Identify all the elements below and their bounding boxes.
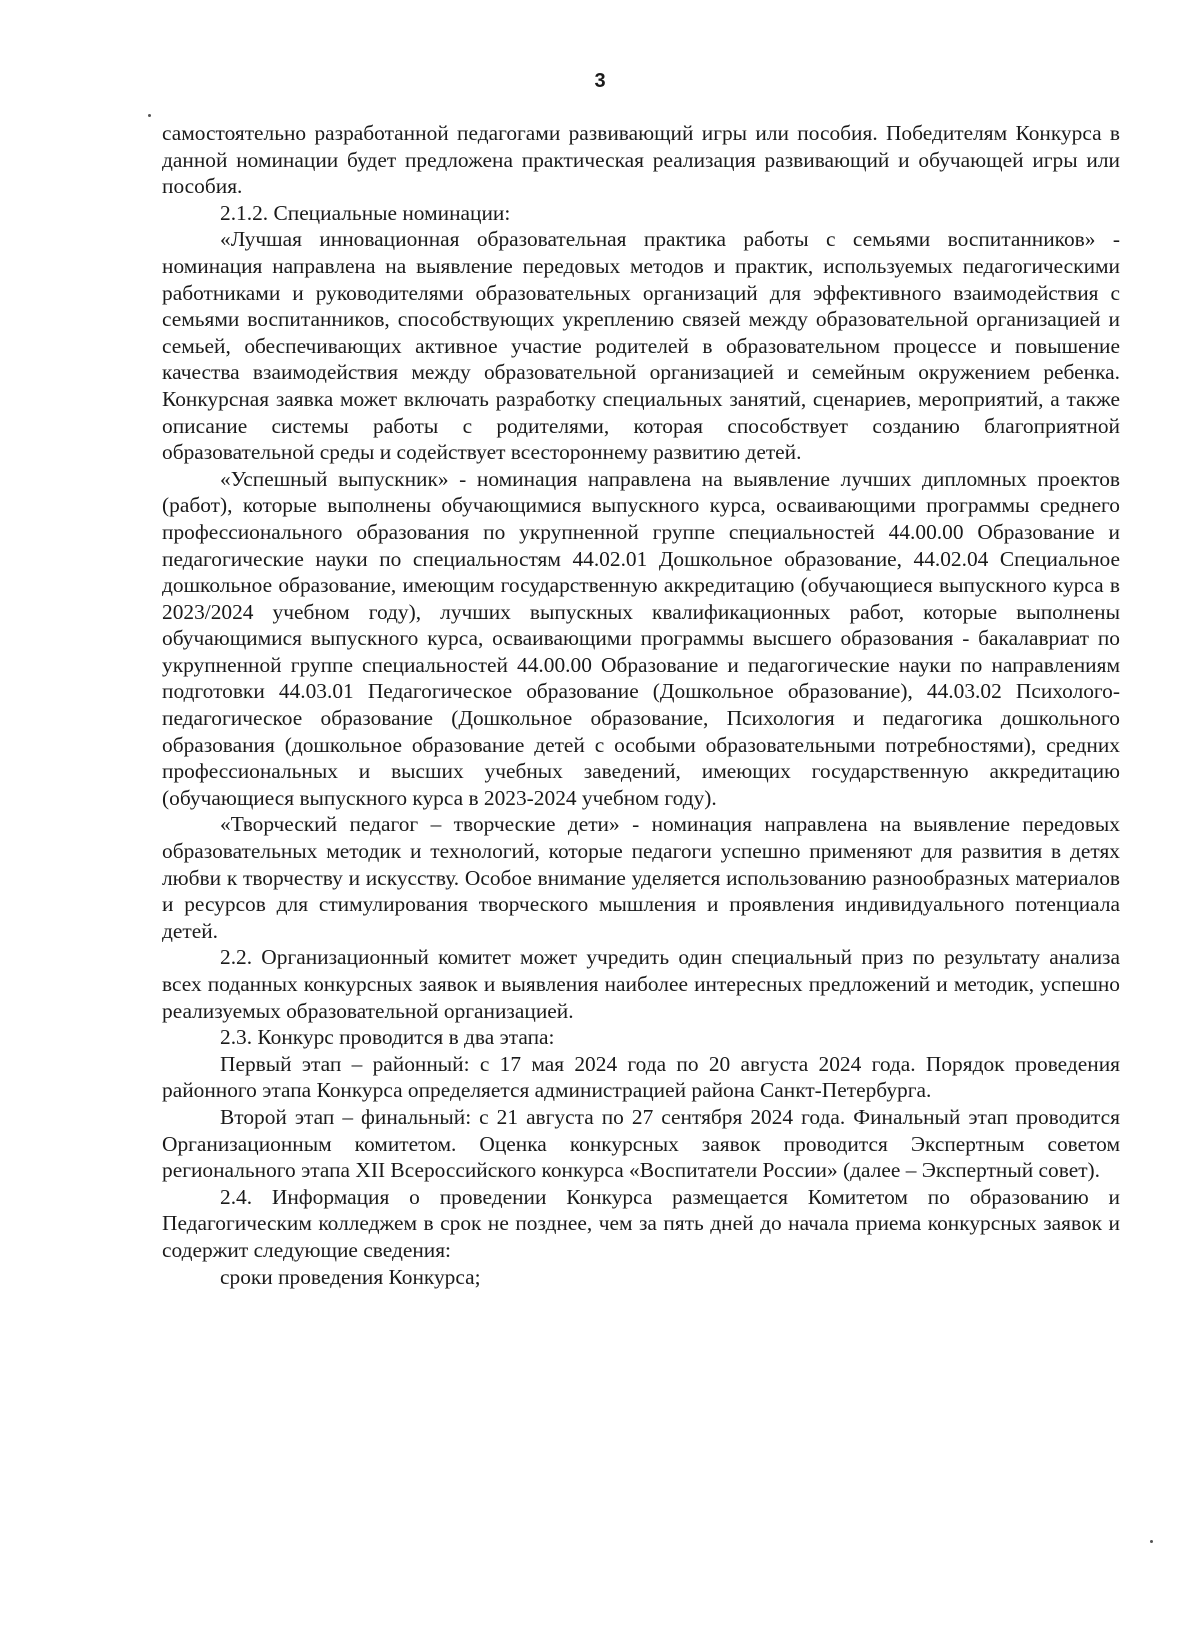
page-number: 3 <box>594 70 606 92</box>
paragraph-continuation: самостоятельно разработанной педагогами развивающий игры или пособия. Победителям Конкурса в данной номинации будет предложена практическая реализация развивающий и обучающей игры или пособия. <box>162 121 1120 199</box>
paragraph-nomination-family-practice: «Лучшая инновационная образовательная практика работы с семьями воспитанников» - номинация направлена на выявление передовых методов и практик, используемых педагогическими работниками и руководителями образовательных организаций для эффективного взаимодействия с семьями воспитанников, способствующих укреплению связей между образовательной организацией и семьей, обеспечивающих активное участие родителей в образовательном процессе и повышение качества взаимодействия между образовательной организацией и семейным окружением ребенка. Конкурсная заявка может включать разработку специальных занятий, сценариев, мероприятий, а также описание системы работы с родителями, которая способствует созданию благоприятной образовательной среды и содействует всестороннему развитию детей. <box>162 227 1120 465</box>
paragraph-first-stage: Первый этап – районный: с 17 мая 2024 года по 20 августа 2024 года. Порядок проведения районного этапа Конкурса определяется администрацией района Санкт-Петербурга. <box>162 1051 1120 1103</box>
paragraph-nomination-creative-teacher: «Творческий педагог – творческие дети» - номинация направлена на выявление передовых образовательных методик и технологий, которые педагоги успешно применяют для развития в детях любви к творчеству и искусству. Особое внимание уделяется использованию разнообразных материалов и ресурсов для стимулирования творческого мышления и проявления индивидуального потенциала детей. <box>162 812 1120 943</box>
paragraph-2-3-stages: 2.3. Конкурс проводится в два этапа: <box>220 1025 555 1050</box>
paragraph-list-item-dates: сроки проведения Конкурса; <box>220 1264 481 1289</box>
scan-speck <box>1150 1540 1153 1543</box>
paragraph-2-4-information: 2.4. Информация о проведении Конкурса размещается Комитетом по образованию и Педагогическим колледжем в срок не позднее, чем за пять дней до начала приема конкурсных заявок и содержит следующие сведения: <box>162 1184 1120 1262</box>
document-body <box>162 120 1120 1290</box>
paragraph-2-2-special-prize: 2.2. Организационный комитет может учредить один специальный приз по результату анализа всех поданных конкурсных заявок и выявления наиболее интересных предложений и методик, успешно реализуемых образовательной организацией. <box>162 945 1120 1023</box>
section-heading-2-1-2: 2.1.2. Специальные номинации: <box>220 200 511 225</box>
paragraph-nomination-graduate: «Успешный выпускник» - номинация направлена на выявление лучших дипломных проектов (работ), которые выполнены обучающимися выпускного курса, осваивающими программы среднего профессионального образования по укрупненной группе специальностей 44.00.00 Образование и педагогические науки по специальностям 44.02.01 Дошкольное образование, 44.02.04 Специальное дошкольное образование, имеющим государственную аккредитацию (обучающиеся выпускного курса в 2023/2024 учебном году), лучших выпускных квалификационных работ, которые выполнены обучающимися выпускного курса, осваивающими программы высшего образования - бакалавриат по укрупненной группе специальностей 44.00.00 Образование и педагогические науки по направлениям подготовки 44.03.01 Педагогическое образование (Дошкольное образование), 44.03.02 Психолого-педагогическое образование (Дошкольное образование, Психология и педагогика дошкольного образования (дошкольное образование детей с особыми образовательными потребностями), средних профессиональных и высших учебных заведений, имеющих государственную аккредитацию (обучающиеся выпускного курса в 2023-2024 учебном году). <box>162 466 1120 810</box>
paragraph-second-stage: Второй этап – финальный: с 21 августа по 27 сентября 2024 года. Финальный этап проводится Организационным комитетом. Оценка конкурсных заявок проводится Экспертным советом регионального этапа XII Всероссийского конкурса «Воспитатели России» (далее – Экспертный совет). <box>162 1104 1120 1183</box>
scan-speck <box>148 114 151 117</box>
